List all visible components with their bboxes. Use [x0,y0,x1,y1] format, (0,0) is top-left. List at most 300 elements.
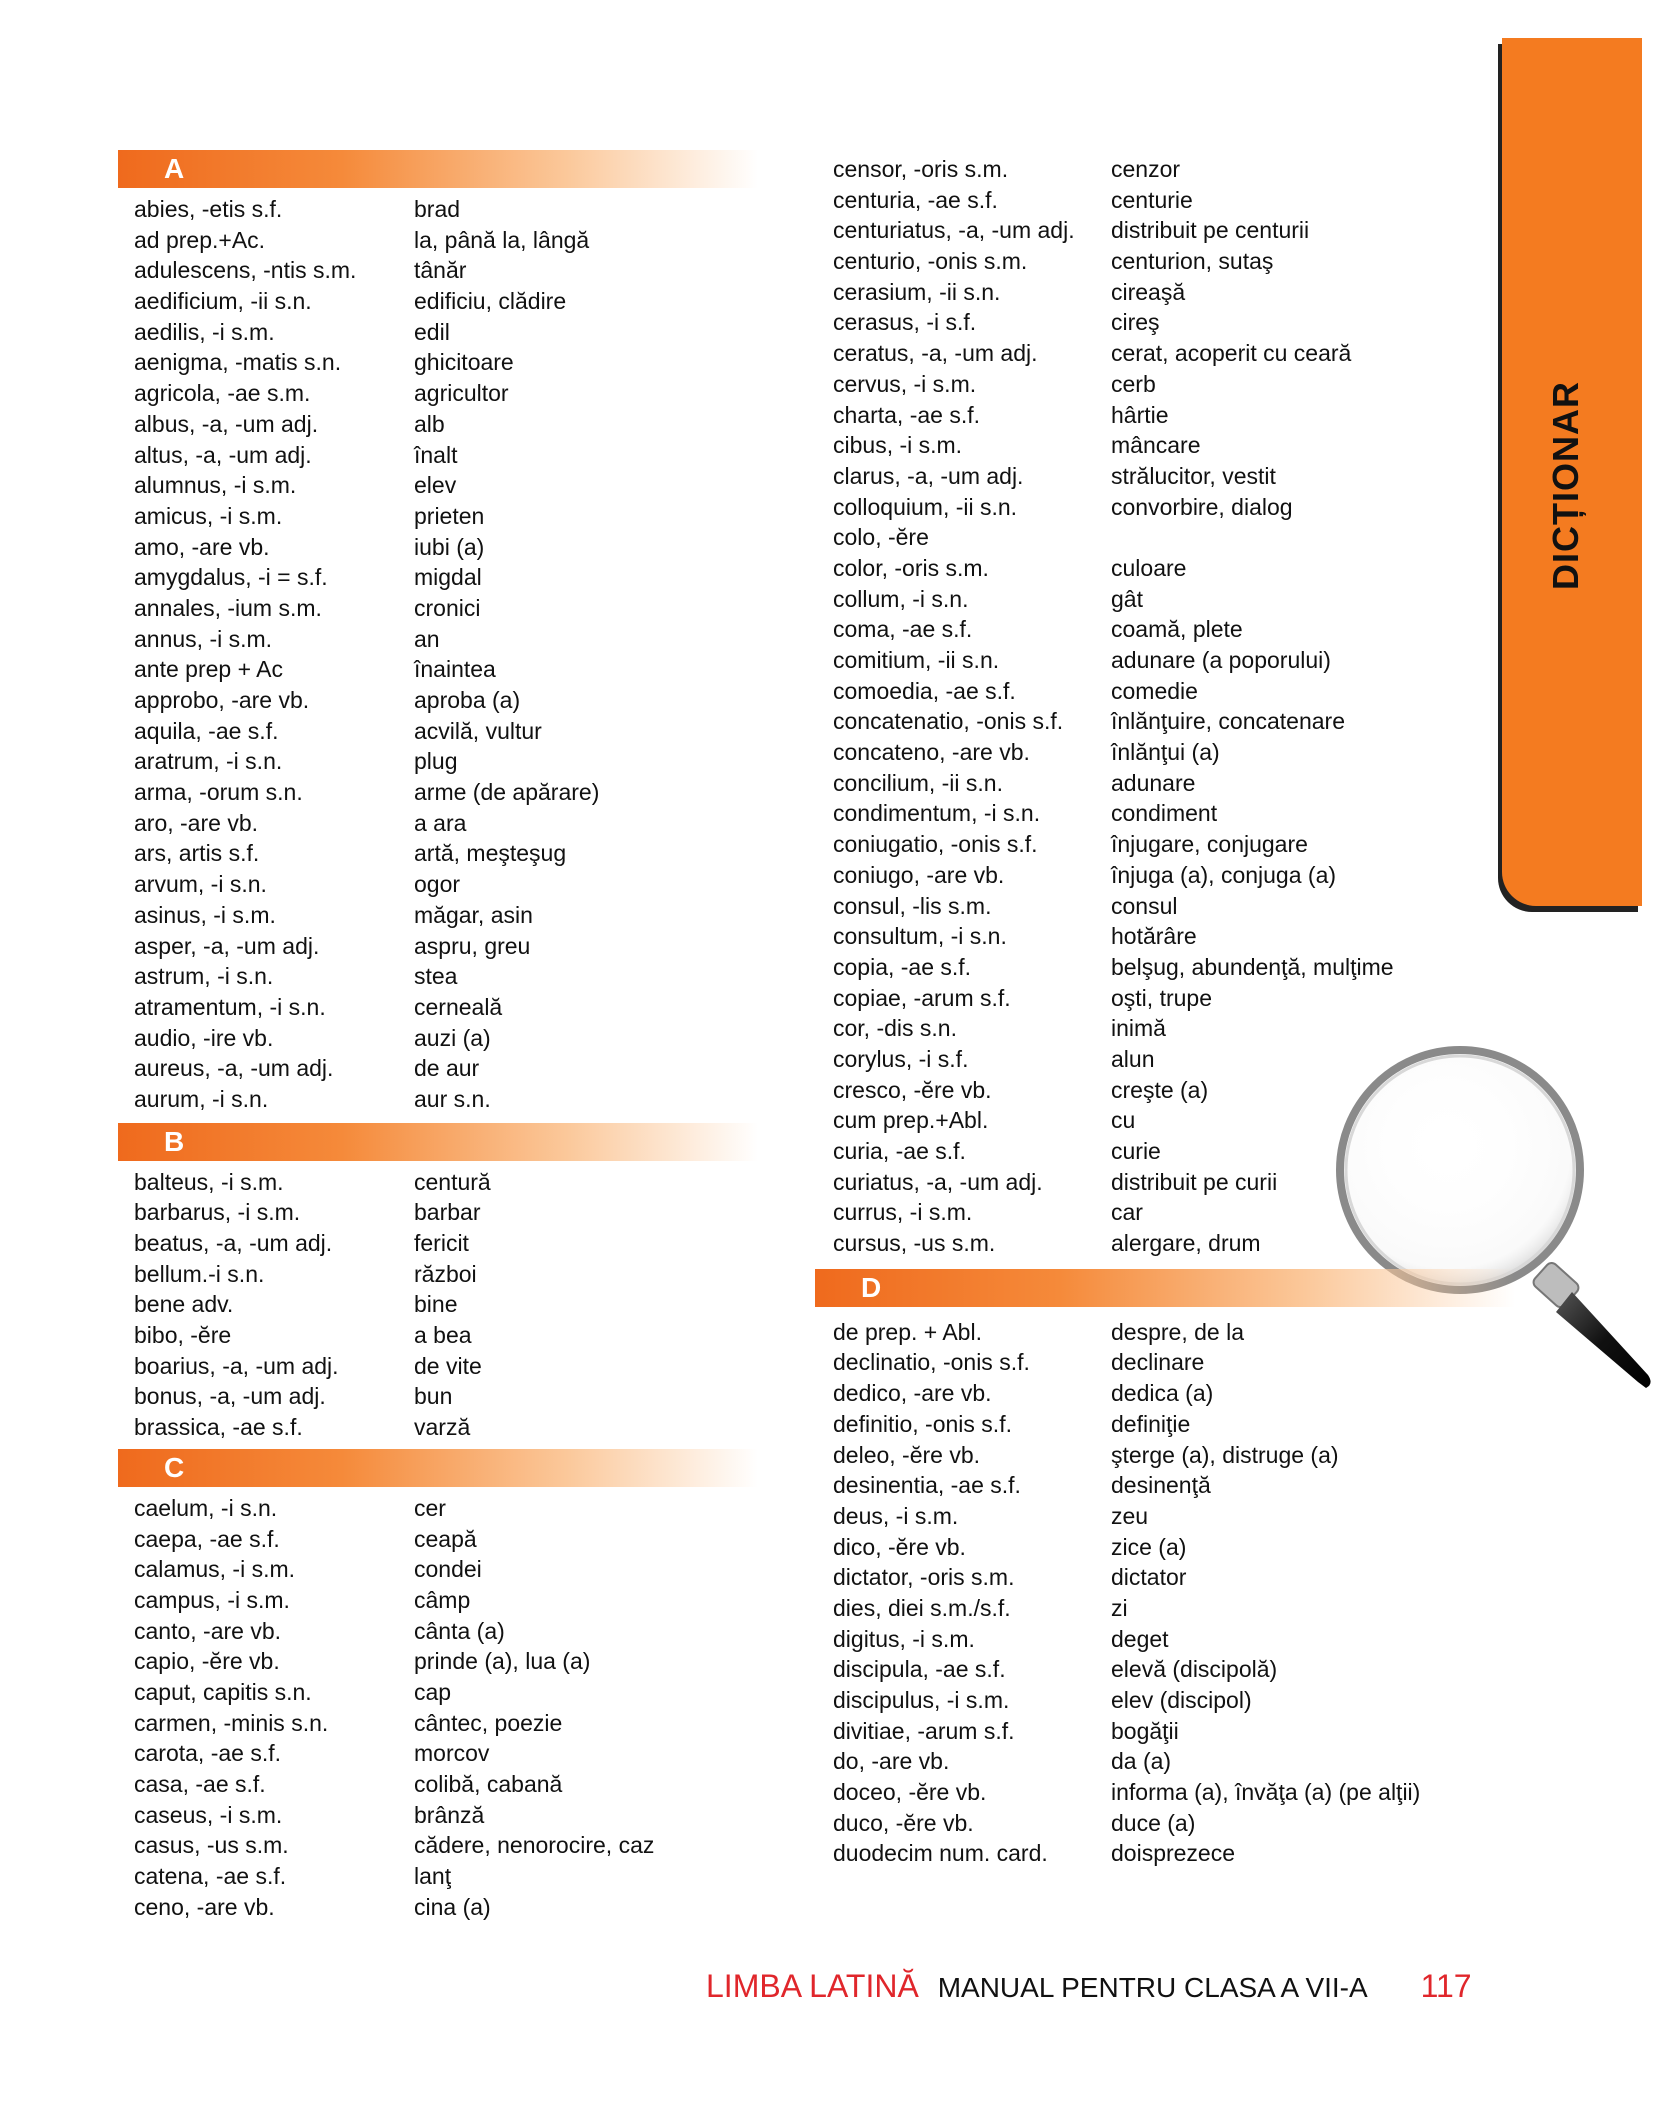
dictionary-entry [118,746,758,777]
entry-meaning: deget [1111,1625,1169,1652]
entry-term: ceno, -are vb. [134,1893,275,1920]
dictionary-entry [118,1800,758,1831]
entry-term: cresco, -ĕre vb. [833,1076,992,1103]
entry-meaning: culoare [1111,554,1187,581]
entry-term: cerasus, -i s.f. [833,309,977,336]
entry-meaning: auzi (a) [414,1024,491,1051]
entry-meaning: adunare [1111,769,1196,796]
dictionary-entry [118,931,758,962]
dictionary-entry [815,1685,1515,1716]
entry-meaning: cântec, poezie [414,1709,563,1736]
entry-term: asinus, -i s.m. [134,901,276,928]
dictionary-entry [118,1381,758,1412]
entry-meaning: bun [414,1383,453,1410]
entry-meaning: hotărâre [1111,923,1197,950]
dictionary-entry [118,1892,758,1923]
section-header-d [815,1269,1515,1307]
entry-term: atramentum, -i s.n. [134,993,326,1020]
entry-term: curiatus, -a, -um adj. [833,1168,1043,1195]
entry-meaning: cer [414,1494,446,1521]
entry-meaning: dictator [1111,1564,1187,1591]
dictionary-entry [118,777,758,808]
dictionary-entry [815,706,1515,737]
dictionary-entry [815,369,1515,400]
entry-meaning: şterge (a), distruge (a) [1111,1441,1339,1468]
entry-term: aureus, -a, -um adj. [134,1055,334,1082]
entry-term: arma, -orum s.n. [134,779,303,806]
page-footer [706,1968,1472,2005]
entry-term: centuriatus, -a, -um adj. [833,217,1075,244]
entry-meaning: duce (a) [1111,1809,1196,1836]
entry-term: amicus, -i s.m. [134,502,283,529]
dictionary-entry [815,492,1515,523]
entry-term: annales, -ium s.m. [134,594,322,621]
entry-meaning: edificiu, clădire [414,288,567,315]
dictionary-entry [815,983,1515,1014]
entry-meaning: despre, de la [1111,1318,1244,1345]
dictionary-entry [118,225,758,256]
entry-meaning: câmp [414,1586,471,1613]
dictionary-entry [118,1412,758,1443]
dictionary-entry [118,1289,758,1320]
entry-meaning: adunare (a poporului) [1111,647,1331,673]
entry-meaning: an [414,625,440,652]
entry-term: caput, capitis s.n. [134,1678,312,1705]
dictionary-entry [815,277,1515,308]
entry-term: doceo, -ĕre vb. [833,1779,987,1806]
entry-meaning: alun [1111,1045,1155,1072]
dictionary-entry [118,1228,758,1259]
entry-term: albus, -a, -um adj. [134,410,319,437]
entry-meaning [1111,522,1515,553]
entry-term: censor, -oris s.m. [833,156,1009,182]
entry-meaning: artă, meşteşug [414,840,567,867]
dictionary-entry [815,1470,1515,1501]
dictionary-entry [118,1351,758,1382]
entry-meaning: cerneală [414,993,503,1020]
dictionary-entry [815,1654,1515,1685]
dictionary-entry [815,1624,1515,1655]
entry-term: dies, diei s.m./s.f. [833,1594,1011,1621]
entry-meaning: car [1111,1199,1143,1226]
entry-term: boarius, -a, -um adj. [134,1352,339,1379]
entry-term: alumnus, -i s.m. [134,472,297,499]
entry-term: cum prep.+Abl. [833,1107,989,1134]
entry-meaning: înjugare, conjugare [1111,831,1308,858]
dictionary-entry [118,470,758,501]
entry-meaning: cireş [1111,309,1160,336]
entry-meaning: agricultor [414,380,509,407]
entry-meaning: definiţie [1111,1410,1191,1437]
entry-meaning: ceapă [414,1525,477,1552]
entry-term: bene adv. [134,1291,234,1318]
entry-term: aquila, -ae s.f. [134,717,279,744]
entry-meaning: morcov [414,1740,490,1767]
entry-term: collum, -i s.n. [833,585,969,612]
entry-term: comoedia, -ae s.f. [833,677,1016,704]
entry-term: concatenatio, -onis s.f. [833,708,1064,735]
dictionary-entry [118,1708,758,1739]
section-letter: C [164,1451,185,1483]
entry-term: divitiae, -arum s.f. [833,1717,1015,1744]
entry-meaning: convorbire, dialog [1111,493,1293,520]
dictionary-entry [118,992,758,1023]
entry-term: colloquium, -ii s.n. [833,493,1018,520]
dictionary-entry [815,338,1515,369]
entry-term: copia, -ae s.f. [833,953,972,980]
dictionary-entry [815,430,1515,461]
dictionary-entry [815,400,1515,431]
entry-meaning: bogăţii [1111,1717,1179,1744]
entry-meaning: centurion, sutaş [1111,248,1274,275]
dictionary-entry [118,1585,758,1616]
entry-meaning: zeu [1111,1502,1149,1529]
dictionary-entry [118,1616,758,1647]
entries-c [118,1493,758,1923]
entry-term: catena, -ae s.f. [134,1863,287,1890]
dictionary-entry [815,1838,1515,1869]
entries-d [815,1317,1515,1869]
entries-b [118,1167,758,1443]
section-letter: D [861,1271,882,1303]
entry-term: consultum, -i s.n. [833,923,1007,950]
entry-term: approbo, -are vb. [134,687,310,713]
entry-meaning: a ara [414,809,467,836]
dictionary-entry [118,1738,758,1769]
entry-meaning: bine [414,1291,458,1318]
entry-term: calamus, -i s.m. [134,1556,296,1583]
entry-meaning: creşte (a) [1111,1076,1209,1103]
dictionary-entry [815,768,1515,799]
entry-term: copiae, -arum s.f. [833,984,1011,1011]
entry-meaning: alergare, drum [1111,1230,1261,1257]
entry-term: ars, artis s.f. [134,840,260,867]
entry-meaning: cerb [1111,370,1156,397]
entry-term: aedilis, -i s.m. [134,318,275,345]
entry-term: cerasium, -ii s.n. [833,278,1001,305]
dictionary-entry [815,522,1515,553]
dictionary-entry [118,1769,758,1800]
entry-meaning: cina (a) [414,1893,491,1920]
dictionary-entry [815,1044,1515,1075]
entry-meaning: cerat, acoperit cu ceară [1111,340,1352,367]
entry-term: caelum, -i s.n. [134,1494,278,1521]
dictionary-entry [815,307,1515,338]
entry-meaning: a bea [414,1322,472,1349]
dictionary-entry [118,808,758,839]
entry-term: discipulus, -i s.m. [833,1687,1010,1713]
dictionary-entry [815,1013,1515,1044]
dictionary-entry [815,461,1515,492]
entry-term: digitus, -i s.m. [833,1625,975,1652]
dictionary-entry [815,1136,1515,1167]
entry-term: aedificium, -ii s.n. [134,288,312,315]
entry-term: agricola, -ae s.m. [134,380,311,407]
entry-term: corylus, -i s.f. [833,1045,969,1072]
entry-meaning: înlănţuire, concatenare [1111,708,1345,735]
dictionary-entry [815,215,1515,246]
entry-term: deleo, -ĕre vb. [833,1441,981,1468]
entry-meaning: colibă, cabană [414,1771,563,1797]
dictionary-entry [815,645,1515,676]
dictionary-entry [815,553,1515,584]
entry-meaning: elev (discipol) [1111,1687,1252,1713]
entry-meaning: ghicitoare [414,349,514,376]
entry-term: dictator, -oris s.m. [833,1564,1015,1591]
entry-term: bibo, -ĕre [134,1322,232,1349]
dictionary-entry [118,624,758,655]
dictionary-entry [815,185,1515,216]
dictionary-entry [118,347,758,378]
entry-term: arvum, -i s.n. [134,871,267,898]
entry-term: canto, -are vb. [134,1617,282,1644]
entry-term: charta, -ae s.f. [833,401,981,428]
entry-meaning: cireaşă [1111,278,1186,305]
entry-meaning: aur s.n. [414,1085,491,1112]
dictionary-entry [815,1105,1515,1136]
entry-meaning: plug [414,748,458,775]
section-letter: B [164,1125,185,1157]
dictionary-entry [118,501,758,532]
dictionary-entry [815,154,1515,185]
entry-term: centurio, -onis s.m. [833,248,1028,275]
dictionary-entry [815,676,1515,707]
entry-meaning: belşug, abundenţă, mulţime [1111,953,1394,980]
entry-meaning: doisprezece [1111,1840,1236,1867]
section-header-a [118,150,758,188]
entry-term: curia, -ae s.f. [833,1138,966,1164]
entry-meaning: migdal [414,564,482,591]
entry-meaning: măgar, asin [414,901,533,928]
dictionary-entry [118,1554,758,1585]
entry-term: coma, -ae s.f. [833,616,973,643]
entry-meaning: coamă, plete [1111,616,1243,643]
dictionary-entry [118,1053,758,1084]
dictionary-entry [118,1861,758,1892]
dictionary-entry [815,829,1515,860]
left-column [118,150,758,1922]
dictionary-entry [815,1347,1515,1378]
entry-meaning: centurie [1111,186,1193,213]
dictionary-entry [118,1023,758,1054]
entry-term: cibus, -i s.m. [833,432,963,459]
dictionary-entry [815,921,1515,952]
entry-term: annus, -i s.m. [134,625,273,652]
dictionary-entry [118,562,758,593]
entry-term: audio, -ire vb. [134,1024,274,1051]
dictionary-entry [815,737,1515,768]
entry-term: de prep. + Abl. [833,1318,982,1345]
entry-meaning: stea [414,963,458,990]
dictionary-entry [118,1320,758,1351]
entry-meaning: tânăr [414,257,467,284]
dictionary-entry [118,409,758,440]
entry-term: ad prep.+Ac. [134,226,266,253]
dictionary-entry [118,838,758,869]
entry-meaning: declinare [1111,1349,1205,1376]
entry-meaning: edil [414,318,450,345]
entry-term: concateno, -are vb. [833,739,1030,766]
entry-term: caseus, -i s.m. [134,1801,283,1828]
entry-meaning: de vite [414,1352,482,1379]
entry-term: condimentum, -i s.n. [833,800,1041,827]
entry-term: barbarus, -i s.m. [134,1199,301,1226]
dictionary-entry [815,1409,1515,1440]
entry-term: desinentia, -ae s.f. [833,1472,1021,1499]
dictionary-entry [815,1075,1515,1106]
dictionary-entry [815,1378,1515,1409]
dictionary-entry [118,654,758,685]
dictionary-entry [118,286,758,317]
dictionary-entry [118,440,758,471]
entry-term: declinatio, -onis s.f. [833,1349,1030,1376]
dictionary-entry [118,593,758,624]
dictionary-entry [118,1830,758,1861]
dictionary-entry [118,685,758,716]
entry-meaning: consul [1111,892,1178,919]
entry-meaning: condei [414,1556,482,1583]
entry-meaning: cap [414,1678,452,1705]
dictionary-entry [118,961,758,992]
entry-meaning: fericit [414,1230,469,1256]
dictionary-entry [815,1808,1515,1839]
entry-term: colo, -ĕre [833,524,929,551]
entry-term: definitio, -onis s.f. [833,1410,1012,1437]
entry-term: casa, -ae s.f. [134,1771,266,1797]
entry-meaning: ogor [414,871,461,898]
entry-term: dico, -ĕre vb. [833,1533,966,1560]
entry-term: balteus, -i s.m. [134,1168,284,1195]
entry-meaning: oşti, trupe [1111,984,1212,1011]
entry-term: ceratus, -a, -um adj. [833,340,1038,367]
dictionary-entry [118,716,758,747]
dictionary-entry [815,1777,1515,1808]
entry-meaning: comedie [1111,677,1198,704]
entry-term: duco, -ĕre vb. [833,1809,974,1836]
entry-term: caepa, -ae s.f. [134,1525,280,1552]
dictionary-entry [815,1501,1515,1532]
dictionary-entry [815,1228,1515,1259]
dictionary-entry [118,1646,758,1677]
dictionary-entry [815,891,1515,922]
entry-meaning: barbar [414,1199,481,1226]
entry-meaning: război [414,1260,477,1287]
dictionary-entry [118,1259,758,1290]
dictionary-entry [815,1167,1515,1198]
entry-meaning: brânză [414,1801,485,1828]
section-header-b [118,1123,758,1161]
dictionary-entry [118,1084,758,1115]
entry-term: duodecim num. card. [833,1840,1048,1867]
dictionary-entry [118,1493,758,1524]
entry-term: asper, -a, -um adj. [134,932,320,959]
entry-meaning: acvilă, vultur [414,717,542,744]
entry-meaning: gât [1111,585,1143,612]
dictionary-entry [118,378,758,409]
entry-term: campus, -i s.m. [134,1586,290,1613]
entry-meaning: cânta (a) [414,1617,505,1644]
dictionary-entry [815,584,1515,615]
entry-term: casus, -us s.m. [134,1832,289,1859]
entry-meaning: varză [414,1414,471,1441]
entry-meaning: aproba (a) [414,687,521,713]
entry-term: aurum, -i s.n. [134,1085,269,1112]
entry-term: amo, -are vb. [134,533,270,560]
dictionary-entry [815,1593,1515,1624]
entry-term: adulescens, -ntis s.m. [134,257,357,284]
right-column [815,154,1515,1869]
dictionary-entry [815,1440,1515,1471]
entry-meaning: aspru, greu [414,932,531,959]
dictionary-entry [815,798,1515,829]
entry-term: carmen, -minis s.n. [134,1709,329,1736]
dictionary-entry [118,1197,758,1228]
dictionary-entry [815,1532,1515,1563]
entry-meaning: prieten [414,502,485,529]
dictionary-entry [815,1317,1515,1348]
entry-term: aro, -are vb. [134,809,258,836]
entry-term: aenigma, -matis s.n. [134,349,342,376]
entry-meaning: înaintea [414,656,496,683]
entry-term: cervus, -i s.m. [833,370,977,397]
page-number: 117 [1420,1968,1472,2004]
entry-term: discipula, -ae s.f. [833,1656,1006,1683]
section-header-c [118,1449,758,1487]
entry-meaning: elevă (discipolă) [1111,1656,1278,1683]
entry-meaning: strălucitor, vestit [1111,462,1276,489]
entry-meaning: curie [1111,1138,1161,1164]
entry-meaning: cronici [414,594,481,621]
entry-meaning: cu [1111,1107,1136,1134]
entry-term: capio, -ĕre vb. [134,1648,280,1675]
entry-meaning: înjuga (a), conjuga (a) [1111,861,1337,888]
dictionary-entry [118,869,758,900]
dictionary-entry [815,1197,1515,1228]
entry-meaning: distribuit pe centurii [1111,217,1310,244]
entry-meaning: hârtie [1111,401,1169,428]
entry-meaning: prinde (a), lua (a) [414,1648,591,1675]
entry-term: do, -are vb. [833,1748,950,1775]
entry-term: bonus, -a, -um adj. [134,1383,326,1410]
dictionary-entry [118,255,758,286]
entry-term: brassica, -ae s.f. [134,1414,303,1441]
entry-meaning: la, până la, lângă [414,226,590,253]
dictionary-entry [118,532,758,563]
entry-term: cursus, -us s.m. [833,1230,996,1257]
entry-term: bellum.-i s.n. [134,1260,265,1287]
footer-subject: LIMBA LATINĂ [706,1968,919,2004]
entry-term: abies, -etis s.f. [134,196,283,222]
dictionary-entry [118,194,758,225]
entry-meaning: dedica (a) [1111,1380,1214,1407]
entry-term: coniugatio, -onis s.f. [833,831,1038,858]
dictionary-entry [815,1746,1515,1777]
dictionary-entry [815,1562,1515,1593]
dictionary-entry [118,900,758,931]
entry-meaning: centură [414,1168,491,1195]
dictionary-entry [815,860,1515,891]
dictionary-entry [815,1716,1515,1747]
entry-term: consul, -lis s.m. [833,892,992,919]
entry-term: carota, -ae s.f. [134,1740,282,1767]
entries-c-cont [815,154,1515,1259]
entry-meaning: zice (a) [1111,1533,1187,1560]
entry-term: color, -oris s.m. [833,554,989,581]
entry-term: deus, -i s.m. [833,1502,959,1529]
entry-meaning: mâncare [1111,432,1201,459]
dictionary-entry [118,1524,758,1555]
entry-term: astrum, -i s.n. [134,963,274,990]
